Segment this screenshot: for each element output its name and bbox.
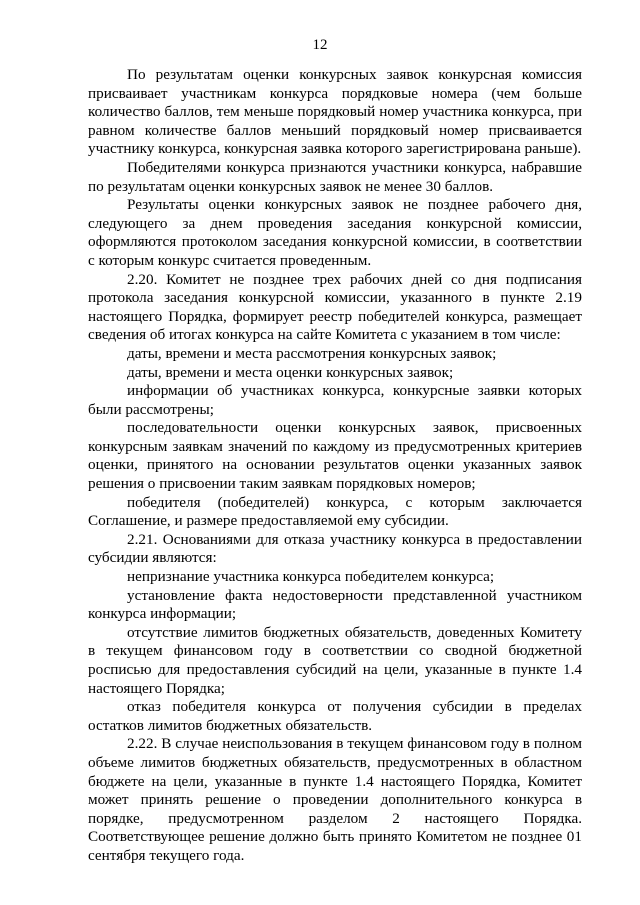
paragraph-ranking: По результатам оценки конкурсных заявок конкурсная комиссия присваивает участникам конкурса порядковые номера (чем больше количество баллов, тем меньше порядковый номер участника конкурса, при равном количестве баллов меньший порядковый номер присваивается участнику конкурса, конкурсная заявка которого зарегистрирована раньше). — [88, 66, 582, 158]
list-item: даты, времени и места оценки конкурсных заявок; — [127, 363, 454, 381]
paragraph-2-22: 2.22. В случае неиспользования в текущем финансовом году в полном объеме лимитов бюджетных обязательств, предусмотренных в областном бюджете на цели, указанные в пункте 1.4 настоящего Порядка, Комитет может принять решение о проведении дополнительного конкурса в порядке, предусмотренном разделом 2 настоящего Порядка. Соответствующее решение должно быть принято Комитетом не позднее 01 сентября текущего года. — [88, 735, 582, 864]
page-number: 12 — [312, 37, 328, 53]
list-item: отсутствие лимитов бюджетных обязательств, доведенных Комитету в текущем финансовом году в соответствии со сводной бюджетной росписью для предоставления субсидий на цели, указанные в пункте 1.4 настоящего Порядка; — [88, 623, 582, 697]
list-item: победителя (победителей) конкурса, с которым заключается Соглашение, и размере предоставляемой ему субсидии. — [88, 493, 582, 530]
list-item: последовательности оценки конкурсных заявок, присвоенных конкурсным заявкам значений по каждому из предусмотренных критериев оценки, принятого на основании результатов оценки указанных заявок решения о присвоении таким заявкам порядковых номеров; — [88, 419, 582, 493]
list-item: даты, времени и места рассмотрения конкурсных заявок; — [127, 344, 497, 362]
paragraph-winners: Победителями конкурса признаются участники конкурса, набравшие по результатам оценки конкурсных заявок не менее 30 баллов. — [88, 158, 582, 195]
list-item: установление факта недостоверности представленной участником конкурса информации; — [88, 586, 582, 623]
paragraph-2-21: 2.21. Основаниями для отказа участнику конкурса в предоставлении субсидии являются: — [88, 530, 582, 567]
document-body — [88, 66, 582, 866]
paragraph-results-protocol: Результаты оценки конкурсных заявок не позднее рабочего дня, следующего за днем проведения заседания конкурсной комиссии, оформляются протоколом заседания конкурсной комиссии, в соответствии с которым конкурс считается проведенным. — [88, 196, 582, 269]
paragraph-2-20: 2.20. Комитет не позднее трех рабочих дней со дня подписания протокола заседания конкурсной комиссии, указанного в пункте 2.19 настоящего Порядка, формирует реестр победителей конкурса, размещает сведения об итогах конкурса на сайте Комитета с указанием в том числе: — [88, 270, 582, 344]
list-item: информации об участниках конкурса, конкурсные заявки которых были рассмотрены; — [88, 382, 582, 418]
list-item: непризнание участника конкурса победителем конкурса; — [127, 568, 495, 586]
list-item: отказ победителя конкурса от получения субсидии в пределах остатков лимитов бюджетных обязательств. — [88, 698, 582, 734]
